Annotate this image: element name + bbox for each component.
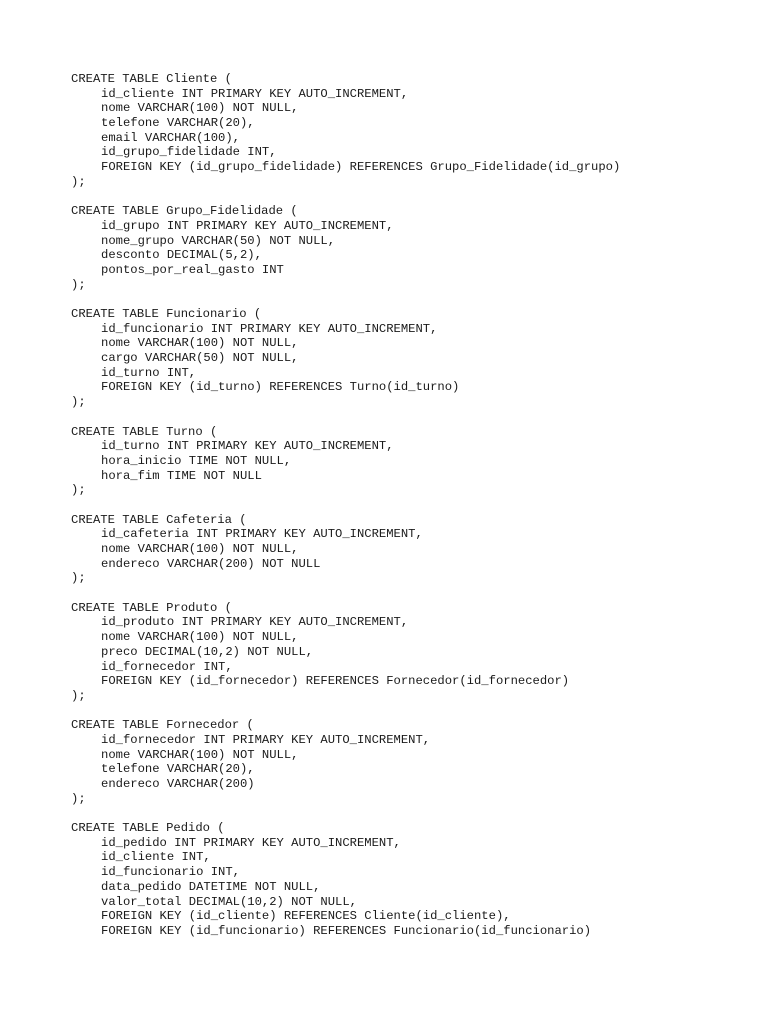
column-definition: nome VARCHAR(100) NOT NULL, [101, 336, 299, 351]
create-table-statement [71, 513, 620, 586]
column-definition: FOREIGN KEY (id_fornecedor) REFERENCES Fornecedor(id_fornecedor) [101, 674, 570, 689]
statement-header: CREATE TABLE Turno ( [71, 424, 218, 439]
create-table-statement [71, 307, 620, 410]
column-definition: preco DECIMAL(10,2) NOT NULL, [101, 644, 314, 659]
column-definition: nome VARCHAR(100) NOT NULL, [101, 630, 299, 645]
create-table-statement [71, 425, 620, 498]
column-definition: FOREIGN KEY (id_turno) REFERENCES Turno(id_turno) [101, 380, 460, 395]
column-definition: telefone VARCHAR(20), [101, 762, 255, 777]
column-definition: endereco VARCHAR(200) [101, 777, 255, 791]
column-definition: nome VARCHAR(100) NOT NULL, [101, 101, 299, 116]
column-definition: id_pedido INT PRIMARY KEY AUTO_INCREMENT, [101, 835, 401, 850]
column-definition: email VARCHAR(100), [101, 130, 240, 145]
create-table-statement [71, 821, 620, 939]
statement-footer: ); [71, 174, 86, 189]
column-definition: id_fornecedor INT PRIMARY KEY AUTO_INCREMENT, [101, 732, 431, 747]
column-definition: cargo VARCHAR(50) NOT NULL, [101, 351, 299, 366]
column-definition: id_turno INT PRIMARY KEY AUTO_INCREMENT, [101, 439, 394, 454]
column-definition: id_grupo_fidelidade INT, [101, 145, 277, 160]
create-table-statement [71, 601, 620, 704]
statement-header: CREATE TABLE Produto ( [71, 600, 232, 615]
column-definition: telefone VARCHAR(20), [101, 116, 255, 131]
sql-code-block [71, 72, 620, 939]
create-table-statement [71, 718, 620, 806]
column-definition: id_turno INT, [101, 365, 197, 380]
statement-header: CREATE TABLE Cafeteria ( [71, 512, 247, 527]
column-definition: id_produto INT PRIMARY KEY AUTO_INCREMENT, [101, 615, 409, 630]
statement-footer: ); [71, 395, 86, 410]
column-definition: FOREIGN KEY (id_cliente) REFERENCES Cliente(id_cliente), [101, 909, 511, 924]
statement-footer: ); [71, 277, 86, 292]
statement-footer: ); [71, 483, 86, 498]
column-definition: valor_total DECIMAL(10,2) NOT NULL, [101, 894, 357, 909]
create-table-statement [71, 204, 620, 292]
column-definition: FOREIGN KEY (id_funcionario) REFERENCES Funcionario(id_funcionario) [101, 923, 592, 938]
column-definition: FOREIGN KEY (id_grupo_fidelidade) REFERENCES Grupo_Fidelidade(id_grupo) [101, 160, 621, 175]
column-definition: nome VARCHAR(100) NOT NULL, [101, 747, 299, 762]
column-definition: data_pedido DATETIME NOT NULL, [101, 879, 321, 894]
column-definition: hora_fim TIME NOT NULL [101, 468, 262, 483]
column-definition: id_fornecedor INT, [101, 659, 233, 674]
statement-header: CREATE TABLE Grupo_Fidelidade ( [71, 204, 298, 219]
column-definition: nome VARCHAR(100) NOT NULL, [101, 542, 299, 556]
statement-header: CREATE TABLE Cliente ( [71, 72, 232, 86]
column-definition: endereco VARCHAR(200) NOT NULL [101, 556, 321, 571]
column-definition: desconto DECIMAL(5,2), [101, 248, 262, 263]
column-definition: id_funcionario INT PRIMARY KEY AUTO_INCREMENT, [101, 321, 438, 336]
column-definition: id_cafeteria INT PRIMARY KEY AUTO_INCREMENT, [101, 527, 423, 542]
statement-header: CREATE TABLE Fornecedor ( [71, 718, 254, 733]
statement-footer: ); [71, 791, 86, 806]
create-table-statement [71, 72, 620, 190]
column-definition: pontos_por_real_gasto INT [101, 262, 284, 277]
statement-header: CREATE TABLE Pedido ( [71, 821, 225, 836]
statement-header: CREATE TABLE Funcionario ( [71, 307, 262, 321]
column-definition: id_cliente INT, [101, 850, 211, 865]
statement-footer: ); [71, 571, 86, 586]
column-definition: id_funcionario INT, [101, 865, 240, 880]
column-definition: id_cliente INT PRIMARY KEY AUTO_INCREMENT, [101, 86, 409, 101]
column-definition: hora_inicio TIME NOT NULL, [101, 453, 292, 468]
statement-footer: ); [71, 688, 86, 703]
column-definition: nome_grupo VARCHAR(50) NOT NULL, [101, 233, 336, 248]
column-definition: id_grupo INT PRIMARY KEY AUTO_INCREMENT, [101, 218, 394, 233]
